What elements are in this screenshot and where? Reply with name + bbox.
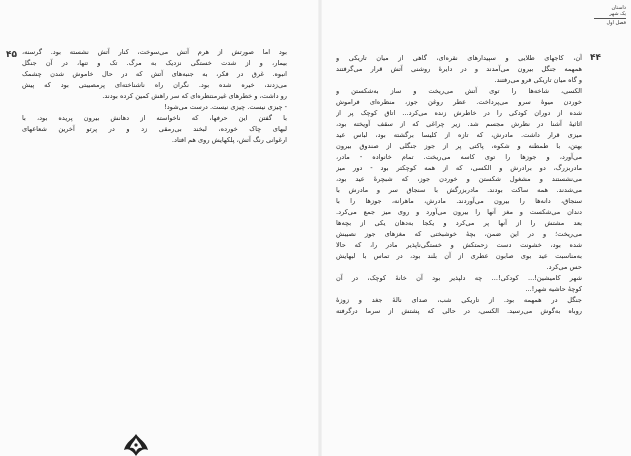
text-line: می‌آورد، و جوزها را توی کاسه می‌ریخت. تمام خانواده - مادر،	[336, 153, 582, 161]
text-line: لبهای چاک خورده، لبخند بی‌رمقی زد و در پرتو آخرین شعاعهای	[22, 125, 287, 133]
text-line: اثاثیهٔ آشنا در نظرش مجسم شد. زیر چراغی که از سقف آویخته بود،	[336, 120, 582, 128]
running-head-rule	[594, 18, 626, 19]
left-paragraph-3	[22, 113, 287, 146]
text-line: جنگل در همهمه بود. از تاریکی شب، صدای نالهٔ جغد و زوزهٔ	[336, 296, 582, 304]
text-line: دندان می‌شکست و مغز آنها را بیرون می‌آورد و روی میز جمع می‌کرد.	[336, 208, 582, 216]
running-head-line: داستان	[611, 5, 626, 11]
text-line: مادربزرگ، دو برادرش و الکسی، که از همه کوچکتر بود - دور میز	[336, 164, 582, 172]
text-line: می‌ریخت؛ و در این ضمن، بچهٔ خوشبختی که مغزهای جوز نصیبش	[336, 230, 582, 238]
text-line: سنجاق، دانه‌ها را بیرون می‌آوردند. مادرش، ماهرانه، جوزها را با	[336, 197, 582, 205]
right-paragraph-1	[336, 53, 582, 86]
text-line: با گفتن این حرفها، که ناخواسته از دهانش بیرون پریده بود، با	[22, 114, 287, 122]
running-head	[594, 5, 626, 26]
text-line: می‌زدند، خیره شده بود. نگران راه ناشناخته‌ای پرمصیبتی بود که پیش	[22, 81, 287, 89]
page-gutter	[318, 0, 322, 456]
right-page-number: ۴۴	[590, 53, 601, 63]
text-line: الکسی، شاخه‌ها را توی آتش می‌ریخت و ساز به‌شکستن و	[336, 87, 582, 95]
text-line: بود اما صورتش از هرم آتش می‌سوخت، کنار آتش نشسته بود. گرسنه،	[22, 48, 287, 56]
text-line: کوچهٔ حاشیه شهر!...	[525, 285, 582, 293]
text-line: بیمار، و از شدت خستگی نزدیک به مرگ. تک و تنها، در آن جنگل	[22, 59, 287, 67]
text-line: می‌شدند. همه ساکت بودند. مادربزرگش با سنجاق سر و مادرش با	[336, 186, 582, 194]
text-line: شهر کامیشین!... کودکی!... چه دلپذیر بود آن خانهٔ کوچک، در آن	[336, 274, 582, 282]
text-line: شده بود، خشونت دست زحمتکش و خستگی‌ناپذیر مادر را، که حالا	[336, 241, 582, 249]
text-line: - چیزی نیست. چیزی نیست. درست می‌شود!	[164, 103, 287, 111]
text-line: حس می‌کرد.	[546, 263, 582, 271]
left-page-number: ۴۵	[6, 50, 17, 60]
text-line: بهتن، با طمطنه و شکوه، پاکتی پر از جوز جنگلی از صندوق بیرون	[336, 142, 582, 150]
text-line: همهمه جنگل بیرون می‌آمدند و در دایرهٔ روشنی آتش قرار می‌گرفتند	[336, 65, 582, 73]
text-line: روباه به‌گوش می‌رسید. الکسی، در حالی که پشتش از سرما درگرفته	[336, 307, 582, 315]
left-paragraph-1	[22, 47, 287, 102]
text-line: بعد مشتش را از آنها پر می‌کرد و یکجا به‌دهان یکی از بچه‌ها	[336, 219, 582, 227]
ornament-icon	[120, 432, 152, 456]
text-line: خوردن میوهٔ سرو می‌پرداخت. عطر روغن جوز، منظره‌ای فراموش	[336, 98, 582, 106]
left-page-text	[22, 47, 287, 146]
left-paragraph-2	[22, 102, 287, 113]
text-line: و گاه میان تاریکی فرو می‌رفتند.	[494, 76, 582, 84]
running-head-line: یک شهر	[609, 11, 626, 17]
text-line: به‌مناسبت عید بوی صابون عطری از آن بلند بود، در تماس با لبهایش	[336, 252, 582, 260]
text-line: می‌نشستند و مشغول شکستن و خوردن جوز، که شبچرهٔ عید بود،	[336, 175, 582, 183]
right-paragraph-4	[336, 295, 582, 317]
text-line: ارغوانی رنگ آتش، پلکهایش روی هم افتاد.	[171, 136, 287, 144]
text-line: رو داشت، و خطرهای غیرمنتظره‌ای که سر راهش کمین کرده بودند.	[102, 92, 287, 100]
right-paragraph-2	[336, 86, 582, 273]
text-line: آن، کاجهای طلایی و سپیدارهای نقره‌ای، گاهی از میان تاریکی و	[336, 54, 582, 62]
right-page-text	[336, 53, 582, 317]
text-line: میزی قرار داشت. مادرش، که تازه از کلیسا برگشته بود، لباس عید	[336, 131, 582, 139]
right-paragraph-3	[336, 273, 582, 295]
running-head-line: فصل اول	[606, 20, 626, 26]
text-line: انبوه. غرق در فکر، به جنبه‌های آتش که در حال خاموش شدن چشمک	[22, 70, 287, 78]
text-line: شده از دوران کودکی را در خاطرش زنده می‌کرد... اتاق کوچک پر از	[336, 109, 582, 117]
